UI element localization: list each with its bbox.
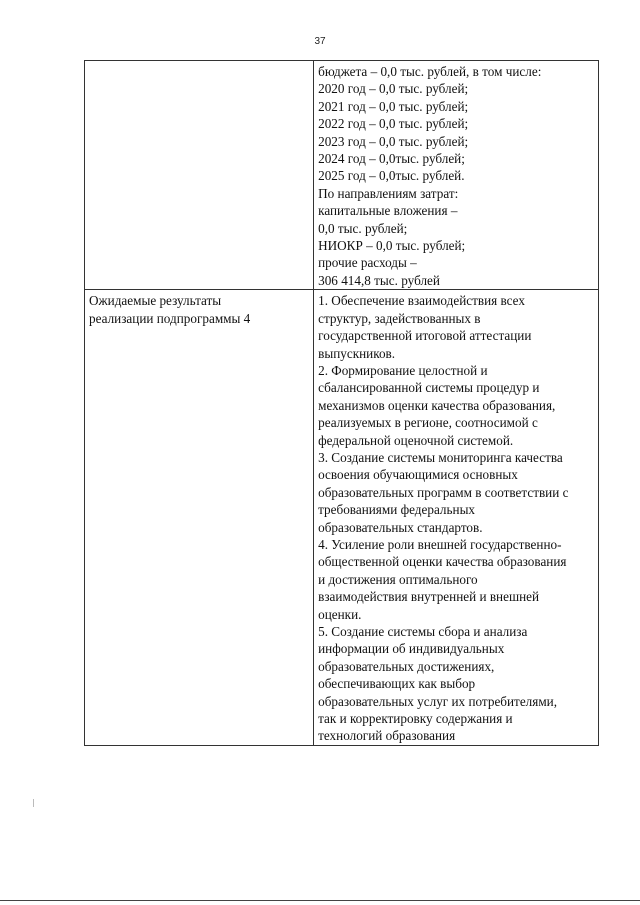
row-expected-results-right-cell — [314, 290, 599, 746]
result-line: требованиями федеральных — [318, 502, 476, 518]
result-line: образовательных стандартов. — [318, 519, 483, 535]
result-line: обеспечивающих как выбор — [318, 676, 476, 692]
funding-line: 2020 год – 0,0 тыс. рублей; — [318, 81, 469, 97]
funding-line: бюджета – 0,0 тыс. рублей, в том числе: — [318, 64, 542, 79]
table-row-funding — [85, 61, 599, 290]
result-line: выпускников. — [318, 345, 396, 361]
result-line: механизмов оценки качества образования, — [318, 397, 556, 413]
result-line: образовательных достижениях, — [318, 658, 495, 674]
result-line: образовательных услуг их потребителями, — [318, 693, 558, 709]
result-line: освоения обучающимися основных — [318, 467, 518, 483]
result-line: 2. Формирование целостной и — [318, 362, 488, 378]
funding-line: 2022 год – 0,0 тыс. рублей; — [318, 116, 469, 132]
table-row-expected-results — [85, 290, 599, 746]
result-line: общественной оценки качества образования — [318, 554, 567, 570]
result-line: образовательных программ в соответствии с — [318, 484, 569, 500]
result-line: взаимодействия внутренней и внешней — [318, 589, 540, 605]
subprogram-passport-table — [84, 60, 599, 746]
result-line: информации об индивидуальных — [318, 641, 505, 657]
funding-line: капитальные вложения – — [318, 203, 458, 219]
row-funding-left-cell — [85, 61, 314, 290]
funding-line: прочие расходы – — [318, 255, 417, 271]
result-line: реализуемых в регионе, соотносимой с — [318, 415, 538, 431]
result-line: так и корректировку содержания и — [318, 711, 513, 727]
result-line: 5. Создание системы сбора и анализа — [318, 624, 528, 639]
row-label-line: Ожидаемые результаты — [89, 293, 222, 309]
funding-line: 0,0 тыс. рублей; — [318, 220, 408, 236]
result-line: структур, задействованных в — [318, 310, 481, 326]
result-line: государственной итоговой аттестации — [318, 328, 532, 344]
result-line: федеральной оценочной системой. — [318, 432, 514, 448]
page-number: 37 — [314, 36, 326, 47]
result-line: оценки. — [318, 606, 362, 622]
funding-line: 2025 год – 0,0тыс. рублей. — [318, 168, 465, 184]
row-label-line: реализации подпрограммы 4 — [89, 310, 251, 326]
result-line: 3. Создание системы мониторинга качества — [318, 449, 563, 465]
row-expected-results-left-cell — [85, 290, 314, 746]
result-line: 1. Обеспечение взаимодействия всех — [318, 293, 525, 309]
funding-line: По направлениям затрат: — [318, 185, 459, 201]
page-bottom-edge — [0, 900, 640, 901]
funding-line: 2024 год – 0,0тыс. рублей; — [318, 151, 465, 167]
funding-line: НИОКР – 0,0 тыс. рублей; — [318, 238, 466, 254]
result-line: технологий образования — [318, 728, 456, 744]
row-funding-right-cell — [314, 61, 599, 290]
funding-line: 306 414,8 тыс. рублей — [318, 272, 440, 288]
result-line: 4. Усиление роли внешней государственно- — [318, 536, 562, 552]
result-line: и достижения оптимального — [318, 571, 478, 587]
funding-line: 2023 год – 0,0 тыс. рублей; — [318, 133, 469, 149]
result-line: сбалансированной системы процедур и — [318, 380, 540, 396]
funding-line: 2021 год – 0,0 тыс. рублей; — [318, 98, 469, 114]
scan-margin-mark — [33, 799, 34, 807]
